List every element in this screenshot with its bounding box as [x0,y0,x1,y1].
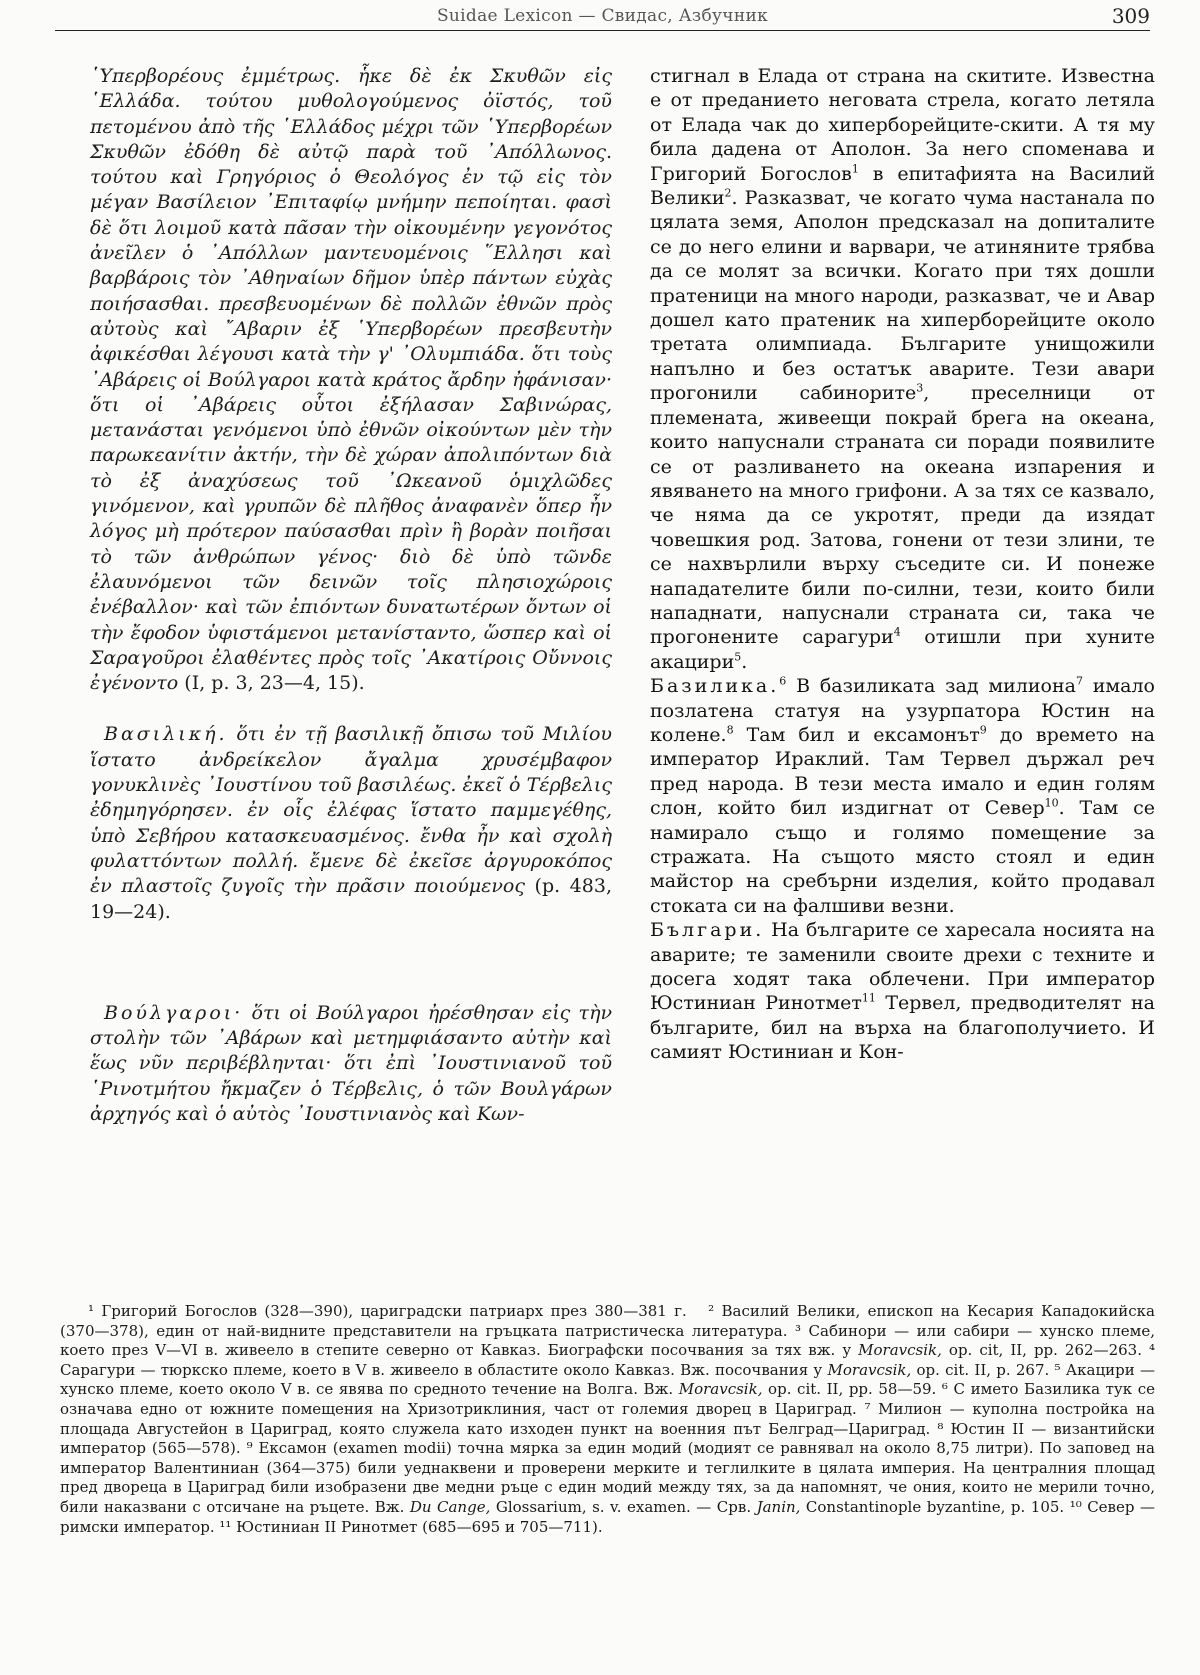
footnote-author: Moravcsik, [678,1380,763,1399]
footnote-text: ⁵ Акацири — хунско племе, което около V в. се явява по средното течение на Волга. Вж. [60,1360,1155,1399]
footnote-marker: 11 [861,992,876,1006]
greek-ref-1: (I, p. 3, 23—4, 15). [184,672,365,695]
bg-text: В базиликата зад милиона [786,675,1076,698]
footnote-6: ⁶ С името Базилика тук се означава едно от южните помещения на Хризотриклиния, част от големия дворец в Цариград. [60,1380,1155,1418]
footnote-marker: 10 [1044,796,1059,810]
bg-text: отишли при хуните акацири [650,626,1155,673]
bg-text: На българите се харесала носията на аварите; те заменили своите дрехи с техните и досега ходят така облечени. При император Юстиниан Ринотмет [650,919,1155,1015]
greek-lemma-boulgaroi: Βούλγαροι· [104,1001,244,1024]
footnote-author: Moravcsik, [827,1360,912,1379]
greek-text-2: ὅτι ἐν τῇ βασιλικῇ ὄπισω τοῦ Μιλίου ἵστατο ἀνδρείκελον ἄγαλμα χρυσέμβαφον γονυκλινὲς ᾿Ιουστίνου τοῦ βασιλέως. ἐκεῖ ὁ Τέρβελις ἐδημηγόρησεν. ἐν οἷς ἐλέφας ἵστατο παμμεγέθης, ὑπὸ Σεβήρου κατασκευασμένος. ἔνθα ἦν καὶ σχολὴ φυλαττόντων πολλή. ἔμενε δὲ ἐκεῖσε ἀργυροκόπος ἐν πλαστοῖς ζυγοῖς τὴν πρᾶσιν ποιούμενος [90,723,612,898]
footnote-1: ¹ Григорий Богослов (328—390), цариградски патриарх през 380—381 г. [88,1302,687,1320]
bulgarian-paragraph-1 [650,64,1155,674]
running-header [55,2,1150,31]
bg-text: имало позлатена статуя на узурпатора Юстин на колене. [650,675,1155,746]
footnote-text: ⁴ Сарагури — тюркско племе, което в V в. живеело в областите около Кавказ. Вж. посочвания у [60,1341,1155,1379]
footnotes [60,1302,1155,1537]
footnote-marker: 2 [724,186,732,200]
greek-text-3: ὅτι οἱ Βούλγαροι ἠρέσθησαν εἰς τὴν στολὴν τῶν ᾿Αβάρων καὶ μετημφιάσαντο αὐτὴν καὶ ἕως νῦν περιβέβληνται· ὅτι ἐπὶ ᾿Ιουστινιανοῦ τοῦ ῾Ρινοτμήτου ἤκμαζεν ὁ Τέρβελις, ὁ τῶν Βουλγάρων ἀρχηγός καὶ ὁ αὐτὸς ᾿Ιουστινιανὸς καὶ Κων- [90,1001,612,1125]
footnote-text: op. cit. II, pp. 58—59. [762,1380,937,1399]
bg-text: стигнал в Елада от страна на скитите. Известна е от преданието неговата стрела, когато летяла от Елада чак до хиперборейците-скити. А тя му била дадена от Аполон. За него споменава и Григорий Богослов [650,65,1155,185]
footnote-10: ¹⁰ Север — римски император. [60,1497,1155,1536]
footnote-8: ⁸ Юстин II — византийски император (565—578). [60,1419,1155,1458]
footnote-text: op. cit. II, p. 267. [911,1360,1050,1379]
bg-text: в епитафията на Василий Велики [650,162,1155,210]
footnote-marker: 4 [893,626,901,640]
footnote-author: Janin, [756,1497,801,1516]
greek-column [90,64,612,1127]
bulgarian-column [650,64,1155,1065]
footnote-marker: 3 [916,381,924,395]
greek-text-1: ῾Υπερβορέους ἐμμέτρως. ἧκε δὲ ἐκ Σκυθῶν εἰς ῾Ελλάδα. τούτου μυθολογούμενος ὀϊστός, τοῦ πετομένου ἀπὸ τῆς ῾Ελλάδος μέχρι τῶν ῾Υπερβορέων Σκυθῶν ἐδόθη δὲ αὐτῷ παρὰ τοῦ ᾿Απόλλωνος. τούτου καὶ Γρηγόριος ὁ Θεολόγος ἐν τῷ εἰς τὸν μέγαν Βασίλειον ᾿Επιταφίῳ μνήμην πεποίηται. φασὶ δὲ ὅτι λοιμοῦ κατὰ πᾶσαν τὴν οἰκουμένην γεγονότος ἀνεῖλεν ὁ ᾿Απόλλων μαντευομένοις ῞Ελλησι καὶ βαρβάροις τὸν ᾿Αθηναίων δῆμον ὑπὲρ πάντων εὐχὰς ποιήσασθαι. πρεσβευομένων δὲ πολλῶν ἐθνῶν πρὸς αὐτοὺς καὶ ῎Αβαριν ἐξ ῾Υπερβορέων πρεσβευτὴν ἀφικέσθαι λέγουσι κατὰ τὴν γ' ᾿Ολυμπιάδα. ὅτι τοὺς ᾿Αβάρεις οἱ Βούλγαροι κατὰ κράτος ἄρδην ἠφάνισαν· ὅτι οἱ ᾿Αβάρεις οὗτοι ἐξήλασαν Σαβινώρας, μετανάσται γενόμενοι ὑπὸ ἐθνῶν οἰκούντων μὲν τὴν παρωκεανίτιν ἀκτήν, τὴν δὲ χώραν ἀπολιπόντων διὰ τὸ ἐξ ἀναχύσεως τοῦ ᾿Ωκεανοῦ ὁμιχλῶδες γινόμενον, καὶ γρυπῶν δὲ πλῆθος ἀναφανὲν ὅπερ ἦν λόγος μὴ πρότερον παύσασθαι πρὶν ἢ βορὰν ποιῆσαι τὸ τῶν ἀνθρώπων γένος· διὸ δὲ ὑπὸ τῶνδε ἐλαυνόμενοι τῶν δεινῶν τοῖς πλησιοχώροις ἐνέβαλλον· καὶ τῶν ἐπιόντων δυνατωτέρων ὄντων οἱ τὴν ἔφοδον ὑφιστάμενοι μετανίσταντο, ὥσπερ καὶ οἱ Σαραγοῦροι ἐλαθέντες πρὸς τοῖς ᾿Ακατίροις Οὔννοις ἐγένοντο [90,65,612,695]
footnote-author: Moravcsik, [858,1341,942,1360]
footnote-text: ³ Сабинори — или сабири — хунско племе, което през V—VI в. живеело в степите северно от Кавказ. Биографски посочвания за тях вж. у [60,1321,1155,1360]
footnote-group-1 [60,1302,1155,1537]
bg-text: . [741,650,748,673]
footnote-marker: 6 [779,674,787,688]
bg-text: , преселници от племената, живеещи покрай брега на океана, които напуснали страната си поради появилите се от разливането на океана изпарения и явяването на много грифони. А за тях се казвало, че няма да се укротят, преди да изядат човешкия род. Затова, гонени от тези злини, те се нахвърлили върху съседите си. И понеже нападателите били по-силни, тези, които били нападнати, напуснали страната си, така че прогонените сарагури [650,382,1156,649]
footnote-marker: 7 [1075,674,1083,688]
greek-ref-2: (p. 483, 19—24). [90,875,612,923]
bg-text: Там бил и ексамонът [733,723,980,746]
footnote-2: ² Василий Велики, епископ на Кесария Кападокийска (370—378), един от най-видните представители на гръцката патристическа литература. [60,1302,1156,1340]
running-title: Suidae Lexicon — Свидас, Азбучник [436,6,769,26]
footnote-author: Du Cange, [409,1497,491,1516]
bulgarian-paragraph-2 [650,674,1155,918]
footnote-7: ⁷ Милион — куполна постройка на площада Августейон в Цариград, която служела като изходен пункт на военния път Белград—Цариград. [60,1399,1155,1438]
bg-text: . Там се намирало също и голямо помещение за стражата. На същото място стоял и един майстор на сребърни изделия, който продавал стоката си на фалшиви везни. [650,797,1155,917]
bg-lemma-bazilika: Базилика. [650,675,780,698]
footnote-text: op. cit, II, pp. 262—263. [941,1341,1142,1360]
greek-paragraph-2 [90,722,612,924]
footnote-marker: 5 [734,650,742,664]
bg-text: . Разказват, че когато чума настанала по цялата земя, Аполон предсказал на допиталите се до него елини и варвари, че атиняните трябва да се молят за всички. Когато при тях дошли пратеници на много народи, разказват, че и Авар дошел като пратеник на хиперборейците около третата олимпиада. Българите унищожили напълно и без остатък аварите. Тези авари прогонили сабинорите [650,187,1155,405]
footnote-text: Glossarium, s. v. examen. — Срв. [490,1497,757,1516]
greek-paragraph-3 [90,1001,612,1127]
footnote-marker: 1 [851,162,859,176]
bg-text: Тервел, предводителят на българите, бил на върха на благополучието. И самият Юстиниан и Кон- [650,992,1155,1064]
greek-lemma-basilike: Βασιλική. [104,723,228,746]
footnote-marker: 8 [726,723,734,737]
greek-paragraph-1 [90,64,612,696]
page-number: 309 [1111,4,1150,28]
footnote-marker: 9 [979,723,987,737]
footnote-text: Constantinople byzantine, p. 105. [800,1497,1065,1516]
bg-text: до времето на император Ираклий. Там Тервел държал реч пред народа. В тези места имало и един голям слон, който бил издигнат от Север [650,723,1155,820]
footnote-text: ⁹ Ексамон (examen modii) точна мярка за един модий (модият се равнявал на около 8,75 литри). По заповед на император Валентиниан (364—375) били уеднаквени и проверени мерките и теглилките в цялата империя. На централния площад пред двореца в Цариград били изобразени две медни ръце с един модий между тях, за да напомнят, че ония, които не мерили точно, били наказвани с отсичане на ръцете. Вж. [60,1439,1155,1516]
bulgarian-paragraph-3 [650,918,1155,1064]
footnote-11: ¹¹ Юстиниан II Ринотмет (685—695 и 705—711). [219,1517,603,1536]
bg-lemma-balgari: Българи. [650,919,765,942]
